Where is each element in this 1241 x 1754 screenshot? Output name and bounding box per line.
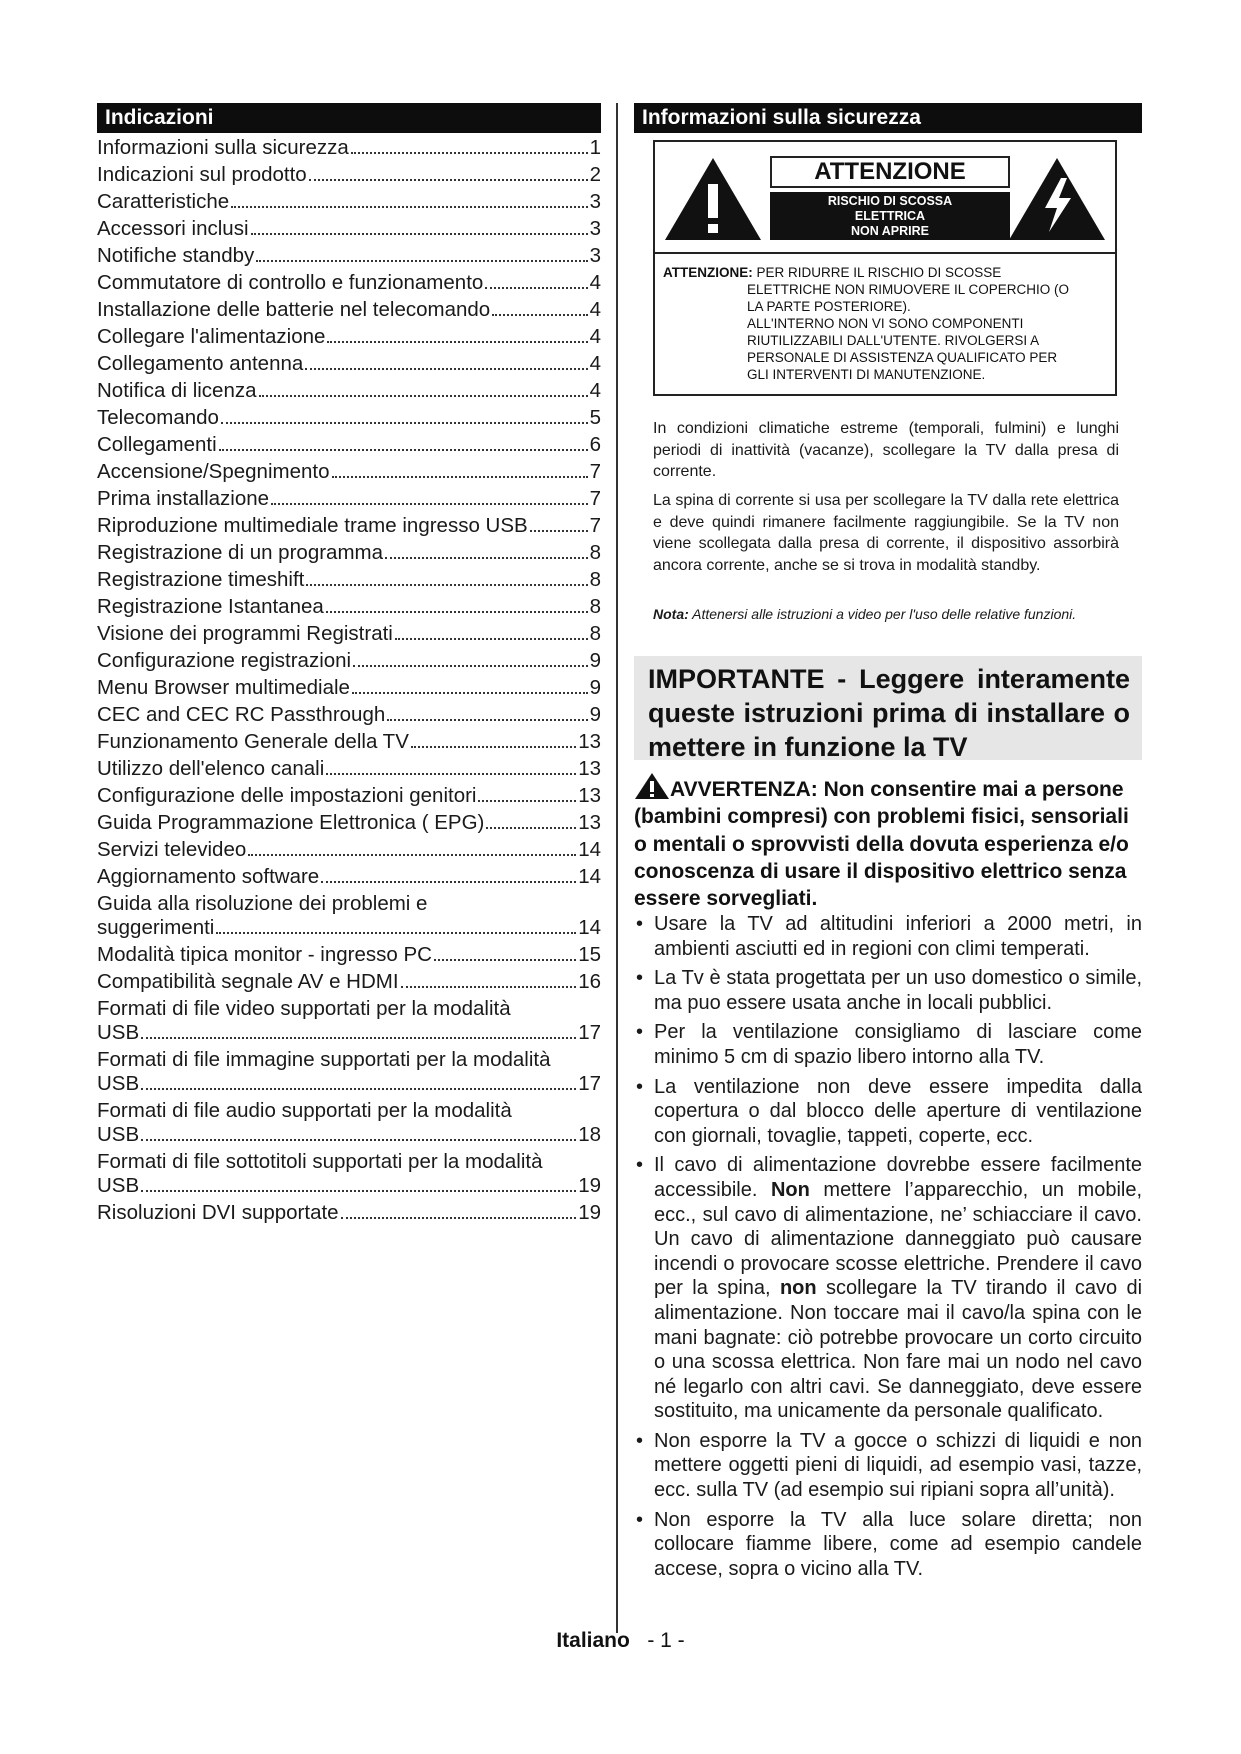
toc-entry-page: 8 bbox=[589, 622, 601, 645]
toc-entry-title: USB bbox=[97, 1021, 140, 1044]
toc-entry-page: 4 bbox=[589, 298, 601, 321]
toc-leader-dots bbox=[530, 530, 588, 532]
toc-entry-page: 4 bbox=[589, 271, 601, 294]
toc-entry-title: Registrazione di un programma bbox=[97, 541, 383, 564]
toc-entry-page: 7 bbox=[589, 460, 601, 483]
toc-leader-dots bbox=[401, 986, 577, 988]
avvertenza-warning: AVVERTENZA: Non consentire mai a persone (bambini compresi) con problemi fisici, sensoriali o mentali o sprovvisti della dovuta esperienza e/o conoscenza di usare il dispositivo elettrico senza essere sorvegliati. bbox=[634, 772, 1144, 912]
toc-entry-page: 3 bbox=[589, 217, 601, 240]
toc-entry[interactable] bbox=[97, 1048, 601, 1096]
toc-entry[interactable] bbox=[97, 163, 601, 187]
safety-header: Informazioni sulla sicurezza bbox=[634, 103, 1142, 133]
important-notice: IMPORTANTE - Leggere interamente queste istruzioni prima di installare o mettere in funzione la TV bbox=[634, 656, 1142, 760]
toc-leader-dots bbox=[248, 854, 576, 856]
toc-entry-title: Notifica di licenza bbox=[97, 379, 257, 402]
toc-entry-line bbox=[97, 460, 601, 484]
toc-entry-title: USB bbox=[97, 1174, 140, 1197]
toc-entry[interactable] bbox=[97, 997, 601, 1045]
attention-box bbox=[653, 140, 1117, 396]
toc-leader-dots bbox=[219, 449, 588, 451]
toc-entry-title-line: Formati di file video supportati per la modalità bbox=[97, 997, 511, 1020]
toc-entry-page: 17 bbox=[578, 1021, 601, 1044]
toc-entry-line bbox=[97, 406, 601, 430]
toc-entry-title: Risoluzioni DVI supportate bbox=[97, 1201, 339, 1224]
toc-entry-page: 8 bbox=[589, 541, 601, 564]
toc-entry[interactable] bbox=[97, 595, 601, 619]
bullet-item: • Il cavo di alimentazione dovrebbe essere facilmente accessibile. Non mettere l’apparecchio, un mobile, ecc., sul cavo di alimentazione, ne’ schiacciare il cavo. Un cavo di alimentazione danneggiato può causare incendi o provocare scosse elettriche. Prendere il cavo per la spina, non scollegare la TV tirando il cavo di alimentazione. Non toccare mai il cavo/la spina con le mani bagnate: ciò potrebbe provocare un corto circuito o una scossa elettrica. Non fare mai un nodo nel cavo né legarlo con altri cavi. Se danneggiato, deve essere sostituito, ma unicamente da personale qualificato. bbox=[634, 1153, 1142, 1424]
toc-entry[interactable] bbox=[97, 298, 601, 322]
bullet-item: • Non esporre la TV alla luce solare diretta; non collocare fiamme libere, come ad esempio candele accese, sopra o vicino alla TV. bbox=[634, 1508, 1142, 1582]
toc-entry[interactable] bbox=[97, 649, 601, 673]
toc-leader-dots bbox=[305, 368, 587, 370]
note-line: Nota: Attenersi alle istruzioni a video per l'uso delle relative funzioni. bbox=[653, 606, 1077, 622]
toc-entry-line bbox=[97, 433, 601, 457]
toc-leader-dots bbox=[221, 422, 588, 424]
toc-entry-title: Caratteristiche bbox=[97, 190, 230, 213]
toc-entry-title: Aggiornamento software bbox=[97, 865, 320, 888]
toc-entry[interactable] bbox=[97, 271, 601, 295]
toc-entry-page: 17 bbox=[578, 1072, 601, 1095]
toc-entry[interactable] bbox=[97, 460, 601, 484]
toc-entry-page: 18 bbox=[578, 1123, 601, 1146]
toc-entry-page: 5 bbox=[589, 406, 601, 429]
toc-entry-line bbox=[97, 622, 601, 646]
toc-entry-page: 3 bbox=[589, 190, 601, 213]
plug-paragraph: La spina di corrente si usa per scollegare la TV dalla rete elettrica e deve quindi rimanere facilmente raggiungibile. Se la TV non viene scollegata dalla presa di corrente, il dispositivo assorbirà ancora corrente, anche se si trova in modalità standby. bbox=[653, 492, 1119, 574]
toc-entry-title: Notifiche standby bbox=[97, 244, 255, 267]
toc-leader-dots bbox=[387, 719, 587, 721]
toc-entry-page: 9 bbox=[589, 649, 601, 672]
toc-entry-line bbox=[97, 514, 601, 538]
toc-entry-title: Accensione/Spegnimento bbox=[97, 460, 330, 483]
toc-entry[interactable] bbox=[97, 784, 601, 808]
attention-subtitle: RISCHIO DI SCOSSA ELETTRICA NON APRIRE bbox=[770, 192, 1010, 240]
toc-entry-line bbox=[97, 811, 601, 835]
toc-entry-line bbox=[97, 136, 601, 160]
toc-entry[interactable] bbox=[97, 811, 601, 835]
toc-entry[interactable] bbox=[97, 757, 601, 781]
attention-title: ATTENZIONE bbox=[770, 156, 1010, 188]
toc-entry-line bbox=[97, 865, 601, 889]
toc-entry-title: Indicazioni sul prodotto bbox=[97, 163, 307, 186]
toc-entry-page: 4 bbox=[589, 379, 601, 402]
toc-entry-page: 13 bbox=[578, 730, 601, 753]
toc-entry[interactable] bbox=[97, 514, 601, 538]
toc-entry[interactable] bbox=[97, 352, 601, 376]
toc-entry-page: 9 bbox=[589, 676, 601, 699]
toc-entry-title: Accessori inclusi bbox=[97, 217, 249, 240]
toc-entry-title: Servizi televideo bbox=[97, 838, 247, 861]
toc-entry[interactable] bbox=[97, 568, 601, 592]
toc-entry-title-line: Formati di file immagine supportati per la modalità bbox=[97, 1048, 551, 1071]
toc-entry-line bbox=[97, 1201, 601, 1225]
toc-leader-dots bbox=[327, 341, 587, 343]
toc-leader-dots bbox=[353, 665, 587, 667]
toc-entry-page: 2 bbox=[589, 163, 601, 186]
toc-entry-page: 14 bbox=[578, 865, 601, 888]
toc-entry-page: 9 bbox=[589, 703, 601, 726]
toc-entry-page: 1 bbox=[589, 136, 601, 159]
toc-entry[interactable] bbox=[97, 217, 601, 241]
toc-entry-page: 13 bbox=[578, 811, 601, 834]
toc-entry-page: 15 bbox=[578, 943, 601, 966]
toc-entry[interactable] bbox=[97, 622, 601, 646]
toc-leader-dots bbox=[332, 476, 588, 478]
toc-entry-page: 13 bbox=[578, 784, 601, 807]
toc-entry-line bbox=[97, 1174, 601, 1198]
toc-leader-dots bbox=[434, 959, 576, 961]
page-footer: Italiano - 1 - bbox=[556, 1629, 685, 1652]
toc-leader-dots bbox=[141, 1088, 576, 1090]
toc-leader-dots bbox=[271, 503, 588, 505]
toc-entry-title: Prima installazione bbox=[97, 487, 270, 510]
exclamation-warning-icon bbox=[663, 156, 763, 242]
safety-bullets bbox=[634, 912, 1142, 1586]
toc-entry[interactable] bbox=[97, 865, 601, 889]
toc-entry-line bbox=[97, 784, 601, 808]
toc-entry-title: Informazioni sulla sicurezza bbox=[97, 136, 349, 159]
toc-entry-page: 6 bbox=[589, 433, 601, 456]
toc-leader-dots bbox=[141, 1190, 576, 1192]
toc-entry-title: Compatibilità segnale AV e HDMI bbox=[97, 970, 399, 993]
toc-entry-title: Registrazione timeshift bbox=[97, 568, 305, 591]
toc-leader-dots bbox=[321, 881, 576, 883]
toc-entry-title: USB bbox=[97, 1072, 140, 1095]
toc-entry-page: 3 bbox=[589, 244, 601, 267]
toc-entry-page: 4 bbox=[589, 352, 601, 375]
toc-leader-dots bbox=[478, 800, 576, 802]
toc-entry-title: Collegamento antenna bbox=[97, 352, 304, 375]
toc-entry-line bbox=[97, 541, 601, 565]
lightning-warning-icon bbox=[1007, 156, 1107, 242]
toc-entry-title: Menu Browser multimediale bbox=[97, 676, 350, 699]
toc-leader-dots bbox=[411, 746, 576, 748]
toc-entry-line bbox=[97, 1021, 601, 1045]
toc-entry-title: Installazione delle batterie nel telecomando bbox=[97, 298, 491, 321]
toc-entry[interactable] bbox=[97, 1201, 601, 1225]
toc-entry[interactable] bbox=[97, 190, 601, 214]
column-divider bbox=[616, 103, 618, 1633]
bullet-item: • Usare la TV ad altitudini inferiori a 2000 metri, in ambienti asciutti ed in regioni con climi temperati. bbox=[634, 912, 1142, 961]
toc-list bbox=[97, 136, 601, 1225]
toc-entry[interactable] bbox=[97, 1150, 601, 1198]
toc-entry-title: USB bbox=[97, 1123, 140, 1146]
toc-entry-title: Visione dei programmi Registrati bbox=[97, 622, 393, 645]
climate-paragraph: In condizioni climatiche estreme (temporali, fulmini) e lunghi periodi di inattività (vacanze), scollegare la TV dalla presa di corrente. bbox=[653, 420, 1119, 480]
toc-entry-page: 14 bbox=[578, 838, 601, 861]
toc-leader-dots bbox=[492, 314, 587, 316]
toc-entry-line bbox=[97, 595, 601, 619]
toc-entry-line bbox=[97, 379, 601, 403]
safety-column bbox=[634, 103, 1142, 133]
toc-entry[interactable] bbox=[97, 943, 601, 967]
toc-entry-page: 13 bbox=[578, 757, 601, 780]
toc-entry[interactable] bbox=[97, 406, 601, 430]
toc-entry[interactable] bbox=[97, 838, 601, 862]
toc-entry[interactable] bbox=[97, 1099, 601, 1147]
toc-entry-line bbox=[97, 676, 601, 700]
toc-leader-dots bbox=[352, 692, 588, 694]
toc-leader-dots bbox=[326, 611, 588, 613]
toc-entry[interactable] bbox=[97, 892, 601, 940]
toc-entry[interactable] bbox=[97, 244, 601, 268]
toc-entry-page: 16 bbox=[578, 970, 601, 993]
toc-entry[interactable] bbox=[97, 487, 601, 511]
toc-entry-title: Collegamenti bbox=[97, 433, 217, 456]
toc-leader-dots bbox=[385, 557, 588, 559]
toc-entry-title: Guida Programmazione Elettronica ( EPG) bbox=[97, 811, 485, 834]
toc-leader-dots bbox=[306, 584, 587, 586]
toc-entry-page: 19 bbox=[578, 1201, 601, 1224]
toc-leader-dots bbox=[309, 179, 588, 181]
toc-entry-line bbox=[97, 352, 601, 376]
toc-entry-title: Modalità tipica monitor - ingresso PC bbox=[97, 943, 432, 966]
toc-entry-page: 14 bbox=[578, 916, 601, 939]
toc-entry[interactable] bbox=[97, 379, 601, 403]
toc-entry[interactable] bbox=[97, 433, 601, 457]
toc-leader-dots bbox=[259, 395, 588, 397]
toc-entry-title: Configurazione delle impostazioni genitori bbox=[97, 784, 477, 807]
toc-entry-line bbox=[97, 487, 601, 511]
toc-entry-title-line: Guida alla risoluzione dei problemi e bbox=[97, 892, 428, 915]
bullet-item: • La Tv è stata progettata per un uso domestico o simile, ma puo essere usata anche in locali pubblici. bbox=[634, 966, 1142, 1015]
toc-entry[interactable] bbox=[97, 970, 601, 994]
toc-entry-line bbox=[97, 1072, 601, 1096]
toc-entry-line bbox=[97, 757, 601, 781]
toc-entry[interactable] bbox=[97, 136, 601, 160]
toc-column bbox=[97, 103, 601, 1225]
toc-entry-line bbox=[97, 190, 601, 214]
bullet-item: • Non esporre la TV a gocce o schizzi di liquidi e non mettere oggetti pieni di liquidi, ad esempio vasi, tazze, ecc. sulla TV (ad esempio sui ripiani sopra all’unità). bbox=[634, 1429, 1142, 1503]
toc-entry-title: Collegare l'alimentazione bbox=[97, 325, 326, 348]
toc-entry-title: Funzionamento Generale della TV bbox=[97, 730, 409, 753]
toc-entry[interactable] bbox=[97, 325, 601, 349]
toc-entry-line bbox=[97, 325, 601, 349]
toc-leader-dots bbox=[141, 1139, 576, 1141]
toc-entry-line bbox=[97, 916, 601, 940]
toc-entry-page: 19 bbox=[578, 1174, 601, 1197]
toc-leader-dots bbox=[351, 152, 588, 154]
toc-entry-line bbox=[97, 244, 601, 268]
toc-entry[interactable] bbox=[97, 730, 601, 754]
toc-entry-title: CEC and CEC RC Passthrough bbox=[97, 703, 386, 726]
toc-entry-title: Configurazione registrazioni bbox=[97, 649, 352, 672]
toc-entry-title: Utilizzo dell'elenco canali bbox=[97, 757, 325, 780]
toc-entry-title: suggerimenti bbox=[97, 916, 215, 939]
toc-entry[interactable] bbox=[97, 541, 601, 565]
toc-entry-title: Registrazione Istantanea bbox=[97, 595, 324, 618]
toc-entry-page: 8 bbox=[589, 568, 601, 591]
toc-entry-line bbox=[97, 298, 601, 322]
toc-entry-page: 7 bbox=[589, 514, 601, 537]
toc-leader-dots bbox=[256, 260, 587, 262]
toc-entry-page: 4 bbox=[589, 325, 601, 348]
toc-leader-dots bbox=[231, 206, 587, 208]
toc-entry-page: 7 bbox=[589, 487, 601, 510]
toc-entry-line bbox=[97, 838, 601, 862]
toc-entry-line bbox=[97, 703, 601, 727]
toc-entry-title: Telecomando bbox=[97, 406, 219, 429]
toc-entry-line bbox=[97, 568, 601, 592]
bullet-item: • Per la ventilazione consigliamo di lasciare come minimo 5 cm di spazio libero intorno alla TV. bbox=[634, 1020, 1142, 1069]
toc-entry-title-line: Formati di file audio supportati per la modalità bbox=[97, 1099, 512, 1122]
toc-leader-dots bbox=[485, 287, 587, 289]
toc-leader-dots bbox=[251, 233, 588, 235]
toc-leader-dots bbox=[486, 827, 576, 829]
bullet-item: • La ventilazione non deve essere impedita dalla copertura o dal blocco delle aperture di ventilazione con giornali, tovaglie, tappeti, coperte, ecc. bbox=[634, 1075, 1142, 1149]
toc-entry-line bbox=[97, 1123, 601, 1147]
toc-entry-line bbox=[97, 217, 601, 241]
toc-leader-dots bbox=[216, 932, 576, 934]
attention-banner bbox=[655, 142, 1115, 254]
toc-entry-line bbox=[97, 970, 601, 994]
toc-entry[interactable] bbox=[97, 676, 601, 700]
toc-entry-line bbox=[97, 271, 601, 295]
toc-leader-dots bbox=[395, 638, 588, 640]
toc-entry-title: Riproduzione multimediale trame ingresso USB bbox=[97, 514, 528, 537]
toc-header: Indicazioni bbox=[97, 103, 601, 133]
toc-entry-line bbox=[97, 943, 601, 967]
toc-entry-page: 8 bbox=[589, 595, 601, 618]
toc-entry-line bbox=[97, 649, 601, 673]
toc-entry-line bbox=[97, 730, 601, 754]
attention-text: ATTENZIONE: PER RIDURRE IL RISCHIO DI SCOSSE ELETTRICHE NON RIMUOVERE IL COPERCHIO (O LA PARTE POSTERIORE). ALL'INTERNO NON VI SONO COMPONENTI RIUTILIZZABILI DALL'UTENTE. RIVOLGERSI A PERSONALE DI ASSISTENZA QUALIFICATO PER GLI INTERVENTI DI MANUTENZIONE. bbox=[663, 265, 1070, 382]
toc-leader-dots bbox=[141, 1037, 576, 1039]
warning-triangle-icon bbox=[634, 772, 670, 800]
toc-entry-line bbox=[97, 163, 601, 187]
toc-entry-title: Commutatore di controllo e funzionamento bbox=[97, 271, 484, 294]
toc-entry-title-line: Formati di file sottotitoli supportati per la modalità bbox=[97, 1150, 543, 1173]
toc-leader-dots bbox=[326, 773, 576, 775]
toc-entry[interactable] bbox=[97, 703, 601, 727]
toc-leader-dots bbox=[341, 1217, 577, 1219]
